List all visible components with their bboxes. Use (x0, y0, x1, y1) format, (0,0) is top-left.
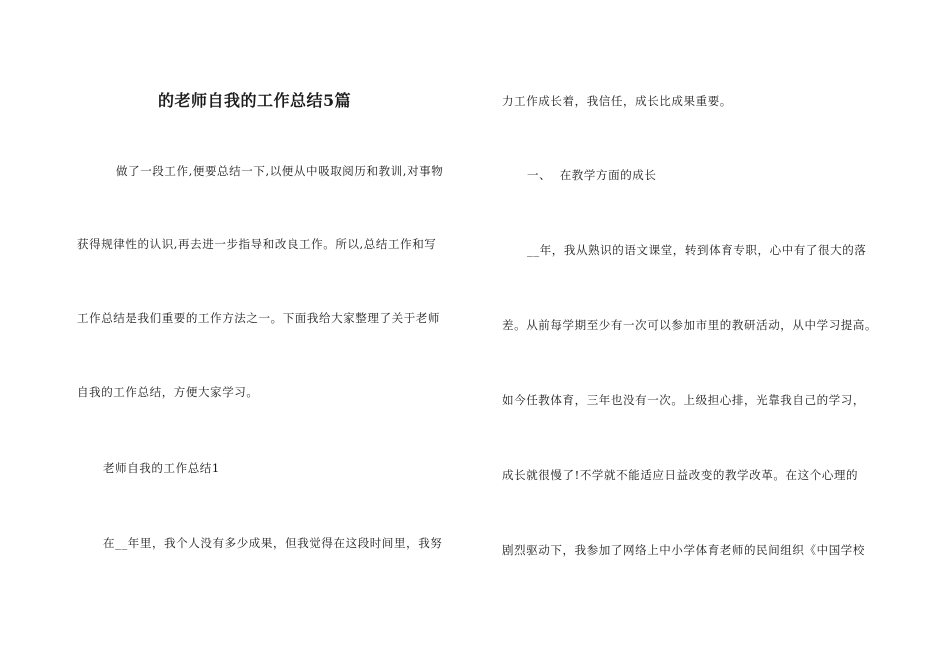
paragraph-line: 在__年里，我个人没有多少成果，但我觉得在这段时间里，我努 (103, 536, 443, 550)
paragraph-line: 成长就很慢了!不学就不能适应日益改变的教学改革。在这个心理的 (502, 468, 859, 482)
paragraph-line: 如今任教体育，三年也没有一次。上级担心排，光靠我自己的学习， (502, 393, 865, 407)
section-heading: 老师自我的工作总结1 (103, 461, 220, 475)
paragraph-line: 差。从前每学期至少有一次可以参加市里的教研活动，从中学习提高。 (502, 318, 878, 332)
paragraph-line: 自我的工作总结，方便大家学习。 (77, 385, 259, 399)
paragraph-line: 剧烈驱动下，我参加了网络上中小学体育老师的民间组织《中国学校 (502, 543, 865, 557)
paragraph-line: 做了一段工作,便要总结一下,以便从中吸取阅历和教训,对事物 (116, 164, 444, 178)
paragraph-line: __年，我从熟识的语文课堂，转到体育专职，心中有了很大的落 (527, 243, 867, 257)
paragraph-line: 获得规律性的认识,再去进一步指导和改良工作。所以,总结工作和写 (77, 237, 437, 251)
paragraph-line: 力工作成长着，我信任，成长比成果重要。 (502, 94, 732, 108)
paragraph-line: 工作总结是我们重要的工作方法之一。下面我给大家整理了关于老师 (77, 311, 440, 325)
document-title: 的老师自我的工作总结5篇 (158, 91, 352, 110)
section-heading: 一、 在教学方面的成长 (527, 168, 657, 182)
